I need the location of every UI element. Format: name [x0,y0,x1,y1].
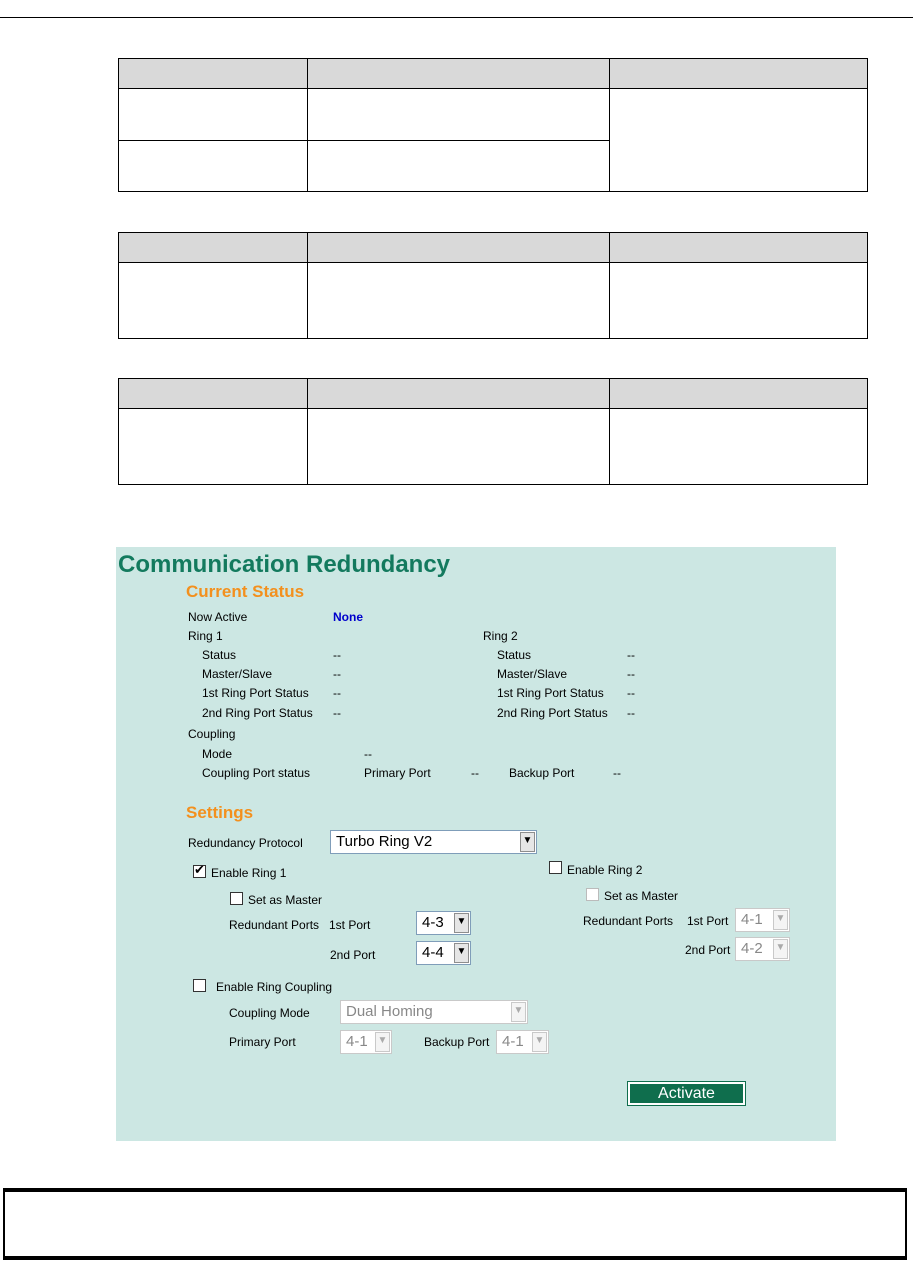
coupling-mode-select-value: Dual Homing [346,1003,433,1020]
activate-button[interactable]: Activate [628,1082,745,1105]
ring1-master-value: -- [333,667,341,681]
ring1-redundant-ports-label: Redundant Ports [229,918,320,932]
table-row [119,263,868,339]
ring2-port1-label: 1st Port [687,914,729,928]
ring2-port2-select-value: 4-2 [741,940,763,957]
ring2-set-master-label: Set as Master [604,889,679,903]
ring1-port1-select[interactable] [416,911,471,935]
now-active-value: None [333,610,363,624]
coupling-port-status-label: Coupling Port status [202,766,311,780]
coupling-backup-label: Backup Port [509,766,575,780]
ring2-port2-label: 2nd Ring Port Status [497,706,608,720]
table-header-row [119,233,868,263]
table-row [119,409,868,485]
ring2-status-field-label: Status [497,648,532,662]
table-row [119,89,868,141]
ring2-status-label: Ring 2 [483,629,518,643]
now-active-label: Now Active [188,610,248,624]
coupling-backup-value: -- [613,766,621,780]
ring1-status-field-label: Status [202,648,237,662]
table-header-row [119,59,868,89]
ring2-port1-select[interactable] [735,908,790,932]
ring2-port1-label: 1st Ring Port Status [497,686,604,700]
doc-table-2 [118,232,868,339]
ring2-status-value: -- [627,648,635,662]
coupling-primary-select-value: 4-1 [346,1033,368,1050]
ring2-port2-select[interactable] [735,937,790,961]
coupling-primary-label: Primary Port [364,766,431,780]
coupling-status-label: Coupling [188,727,236,741]
ring2-port2-value: -- [627,706,635,720]
ring1-port2-label: 2nd Ring Port Status [202,706,313,720]
protocol-select-value: Turbo Ring V2 [336,833,433,850]
ring2-set-master-checkbox[interactable] [586,888,599,901]
protocol-select[interactable] [330,830,537,854]
table-header-row [119,379,868,409]
ring1-port2-value: -- [333,706,341,720]
ring2-port1-select-value: 4-1 [741,911,763,928]
ring1-status-value: -- [333,648,341,662]
ring1-port1-value: -- [333,686,341,700]
coupling-mode-setting-label: Coupling Mode [229,1006,310,1020]
coupling-primary-select[interactable] [340,1030,392,1054]
coupling-primary-value: -- [471,766,479,780]
chevron-down-icon: ▼ [511,1002,526,1022]
coupling-mode-label: Mode [202,747,233,761]
enable-ring2-label: Enable Ring 2 [567,863,643,877]
chevron-down-icon: ▼ [532,1032,547,1052]
chevron-down-icon: ▼ [520,832,535,852]
doc-table-3 [118,378,868,485]
coupling-backup-select-value: 4-1 [502,1033,524,1050]
ring2-master-value: -- [627,667,635,681]
chevron-down-icon: ▼ [375,1032,390,1052]
note-box [3,1188,907,1260]
enable-ring-coupling-label: Enable Ring Coupling [216,980,333,994]
ring1-set-master-label: Set as Master [248,893,323,907]
ring1-port2-select[interactable] [416,941,471,965]
chevron-down-icon: ▼ [773,910,788,930]
ring1-set-master-checkbox[interactable] [230,892,243,905]
coupling-backup-setting-label: Backup Port [424,1035,490,1049]
coupling-backup-select[interactable] [496,1030,549,1054]
enable-ring-coupling-checkbox[interactable] [193,979,206,992]
coupling-primary-setting-label: Primary Port [229,1035,296,1049]
enable-ring1-checkbox[interactable] [193,862,206,878]
settings-heading: Settings [186,803,254,822]
ring1-port2-label: 2nd Port [330,948,376,962]
ring2-redundant-ports-label: Redundant Ports [583,914,674,928]
ring1-master-label: Master/Slave [202,667,273,681]
enable-ring1-label: Enable Ring 1 [211,866,287,880]
chevron-down-icon: ▼ [773,939,788,959]
communication-redundancy-panel [116,547,836,1141]
chevron-down-icon: ▼ [454,943,469,963]
ring2-port2-label: 2nd Port [685,943,731,957]
ring1-port1-label: 1st Port [329,918,371,932]
current-status-heading: Current Status [186,582,305,601]
doc-table-1 [118,58,868,192]
ring1-status-label: Ring 1 [188,629,223,643]
coupling-mode-value: -- [364,747,372,761]
chevron-down-icon: ▼ [454,913,469,933]
coupling-mode-select[interactable] [340,1000,528,1024]
ring1-port1-label: 1st Ring Port Status [202,686,309,700]
protocol-label: Redundancy Protocol [188,836,303,850]
panel-title: Communication Redundancy [118,551,451,578]
ring2-master-label: Master/Slave [497,667,568,681]
page-header-rule [0,17,913,18]
checkmark-icon: ✔ [194,862,205,877]
ring1-port2-select-value: 4-4 [422,944,444,961]
enable-ring2-checkbox[interactable] [549,861,562,874]
ring2-port1-value: -- [627,686,635,700]
ring1-port1-select-value: 4-3 [422,914,444,931]
